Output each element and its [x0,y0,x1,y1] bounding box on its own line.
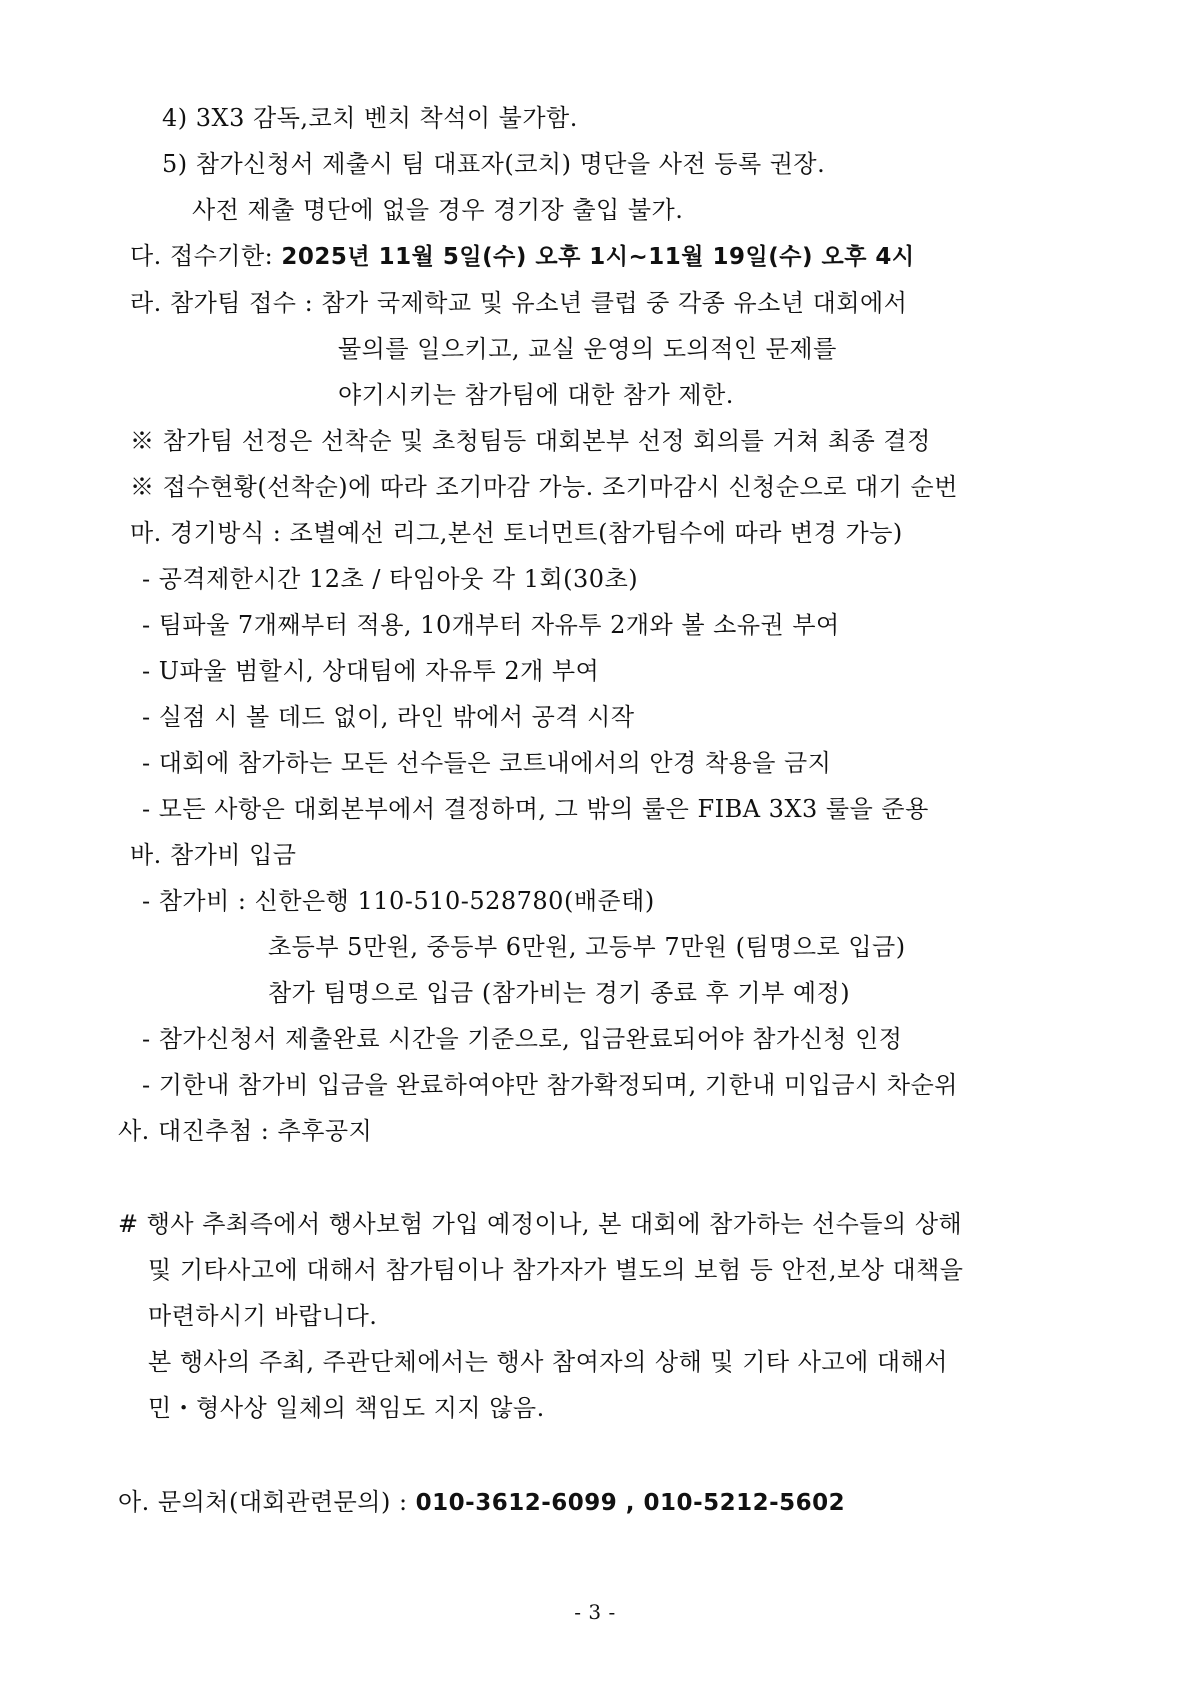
contact-line [118,1487,845,1518]
rule-glasses: - 대회에 참가하는 모든 선수들은 코트내에서의 안경 착용을 금지 [142,749,832,777]
note-early-close: ※ 접수현황(선착순)에 따라 조기마감 가능. 조기마감시 신청순으로 대기 순번 [130,473,958,501]
insurance-2: 및 기타사고에 대해서 참가팀이나 참가자가 별도의 보험 등 안전,보상 대책을 [148,1256,964,1284]
fee-heading: 바. 참가비 입금 [130,841,297,869]
page-number: - 3 - [574,1600,616,1624]
note-selection: ※ 참가팀 선정은 선착순 및 초청팀등 대회본부 선정 회의를 거쳐 최종 결정 [130,427,931,455]
liability-1: 본 행사의 주최, 주관단체에서는 행사 참여자의 상해 및 기타 사고에 대해서 [148,1348,948,1376]
item-5-note: 사전 제출 명단에 없을 경우 경기장 출입 불가. [192,196,684,224]
team-reception: 라. 참가팀 접수 : 참가 국제학교 및 유소년 클럽 중 각종 유소년 대회에서 [130,289,908,317]
team-reception-cont-2: 야기시키는 참가팀에 대한 참가 제한. [338,381,734,409]
fee-donation: 참가 팀명으로 입금 (참가비는 경기 종료 후 기부 예정) [268,979,851,1007]
item-5-register: 5) 참가신청서 제출시 팀 대표자(코치) 명단을 사전 등록 권장. [162,150,826,178]
item-4-bench: 4) 3X3 감독,코치 벤치 착석이 불가함. [162,104,578,132]
contact-phones: 010-3612-6099 , 010-5212-5602 [415,1490,846,1516]
deadline-line [130,241,915,272]
contact-label: 아. 문의처(대회관련문의) : [118,1488,416,1516]
liability-2: 민・형사상 일체의 책임도 지지 않음. [148,1394,545,1422]
team-reception-cont-1: 물의를 일으키고, 교실 운영의 도의적인 문제를 [338,335,837,363]
rule-u-foul: - U파울 범할시, 상대팀에 자유투 2개 부여 [142,657,600,685]
rule-no-dead-ball: - 실점 시 볼 데드 없이, 라인 밖에서 공격 시작 [142,703,635,731]
fee-confirm-1: - 참가신청서 제출완료 시간을 기준으로, 입금완료되어야 참가신청 인정 [142,1025,903,1053]
fee-amounts: 초등부 5만원, 중등부 6만원, 고등부 7만원 (팀명으로 입금) [268,933,906,961]
game-format: 마. 경기방식 : 조별예선 리그,본선 토너먼트(참가팀수에 따라 변경 가능) [130,519,903,547]
fee-account: - 참가비 : 신한은행 110-510-528780(배준태) [142,887,655,915]
rule-fiba: - 모든 사항은 대회본부에서 결정하며, 그 밖의 룰은 FIBA 3X3 룰을 준용 [142,795,929,823]
insurance-3: 마련하시기 바랍니다. [148,1302,378,1330]
rule-team-foul: - 팀파울 7개째부터 적용, 10개부터 자유투 2개와 볼 소유권 부여 [142,611,840,639]
deadline-value: 2025년 11월 5일(수) 오후 1시~11월 19일(수) 오후 4시 [281,244,915,270]
rule-shot-clock: - 공격제한시간 12초 / 타임아웃 각 1회(30초) [142,565,639,593]
draw-notice: 사. 대진추첨 : 추후공지 [118,1117,373,1145]
insurance-1: # 행사 추최즉에서 행사보험 가입 예정이나, 본 대회에 참가하는 선수들의 상해 [118,1210,963,1238]
fee-confirm-2: - 기한내 참가비 입금을 완료하여야만 참가확정되며, 기한내 미입금시 차순위 [142,1071,958,1099]
deadline-label: 다. 접수기한: [130,242,282,270]
